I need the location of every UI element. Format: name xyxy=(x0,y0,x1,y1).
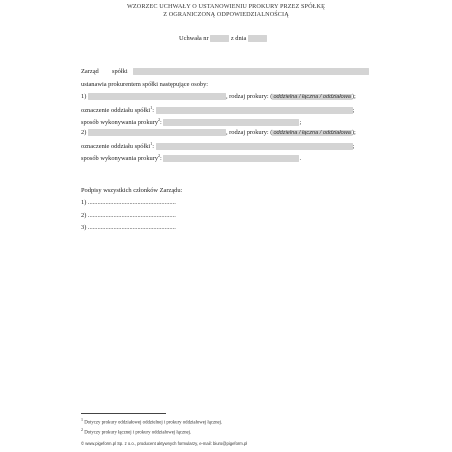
resolution-number-label: Uchwała nr xyxy=(179,35,209,42)
item-1-number: 1) xyxy=(81,93,87,100)
document-title-line-1: WZORZEC UCHWAŁY O USTANOWIENIU PROKURY PRZEZ SPÓŁKĘ xyxy=(126,3,325,10)
item-2-name-field[interactable] xyxy=(88,129,226,136)
proxy-item-1-line xyxy=(81,93,356,100)
footnote-1 xyxy=(81,417,222,426)
footnote-2-text: Dotyczy prokury łącznej i prokury oddziałowej łącznej. xyxy=(84,430,192,436)
document-title-line-2: Z OGRANICZONĄ ODPOWIEDZIALNOŚCIĄ xyxy=(163,11,289,18)
semicolon: ; xyxy=(299,119,302,127)
footnote-1-mark: 1 xyxy=(81,417,83,422)
resolution-number-field[interactable] xyxy=(210,35,229,42)
semicolon: ; xyxy=(352,107,355,115)
semicolon: ; xyxy=(352,143,355,151)
footnote-1-text: Dotyczy prokury oddziałowej oddzielnej i prokury oddziałowej łącznej. xyxy=(84,420,223,426)
colon: : xyxy=(152,143,154,151)
colon: : xyxy=(160,155,162,163)
signature-line-3[interactable]: 3) ....................................................... xyxy=(81,224,176,231)
appoints-text: ustanawia prokurentem spółki następujące osoby: xyxy=(81,81,209,88)
footnote-2 xyxy=(81,427,191,436)
board-company-line xyxy=(81,68,369,75)
signatures-heading: Podpisy wszystkich członków Zarządu: xyxy=(81,187,183,194)
item-1-proxy-type-label: , rodzaj prokury: ( xyxy=(225,93,273,100)
item-2-branch-field[interactable] xyxy=(156,143,353,150)
resolution-date-field[interactable] xyxy=(248,35,267,42)
colon: : xyxy=(152,107,154,115)
colon: : xyxy=(160,119,162,127)
item-2-branch-line xyxy=(81,141,354,150)
resolution-date-label: z dnia xyxy=(230,35,247,42)
resolution-line xyxy=(179,35,267,42)
item-1-method-field[interactable] xyxy=(163,119,302,127)
period: . xyxy=(299,155,302,163)
item-1-proxy-type-close: ); xyxy=(351,93,356,100)
item-1-method-label: sposób wykonywania prokury xyxy=(81,119,159,127)
item-2-branch-label: oznaczenie oddziału spółki xyxy=(81,143,151,151)
item-1-branch-label: oznaczenie oddziału spółki xyxy=(81,107,151,115)
item-2-method-field[interactable] xyxy=(163,155,302,163)
footnote-ref-2: 2 xyxy=(158,117,161,122)
item-2-proxy-type-label: , rodzaj prokury: ( xyxy=(225,129,273,136)
signature-line-2[interactable]: 2) ....................................................... xyxy=(81,212,176,219)
company-name-field[interactable] xyxy=(133,68,369,75)
item-1-branch-line xyxy=(81,105,354,114)
footnote-ref-1: 1 xyxy=(150,141,153,146)
footnote-2-mark: 2 xyxy=(81,427,83,432)
footnote-ref-2: 2 xyxy=(158,153,161,158)
item-2-number: 2) xyxy=(81,129,87,136)
page-footer: © www.pigeform.pl Sp. z o.o., producent aktywnych formularzy, e-mail: biuro@pigeform.pl xyxy=(81,441,248,446)
item-1-method-line xyxy=(81,117,301,126)
item-1-name-field[interactable] xyxy=(88,93,226,100)
company-label: spółki xyxy=(111,68,128,75)
item-2-method-label: sposób wykonywania prokury xyxy=(81,155,159,163)
board-label: Zarząd xyxy=(81,68,99,75)
proxy-item-2-line xyxy=(81,129,356,136)
item-2-proxy-type-close: ); xyxy=(351,129,356,136)
item-1-branch-field[interactable] xyxy=(156,107,353,114)
item-1-proxy-type-options[interactable]: oddzielna / łączna / oddziałowa xyxy=(273,94,351,100)
footnote-separator xyxy=(81,413,166,414)
footnote-ref-1: 1 xyxy=(150,105,153,110)
item-2-proxy-type-options[interactable]: oddzielna / łączna / oddziałowa xyxy=(273,130,351,136)
item-2-method-line xyxy=(81,153,301,162)
signature-line-1[interactable]: 1) ....................................................... xyxy=(81,199,176,206)
